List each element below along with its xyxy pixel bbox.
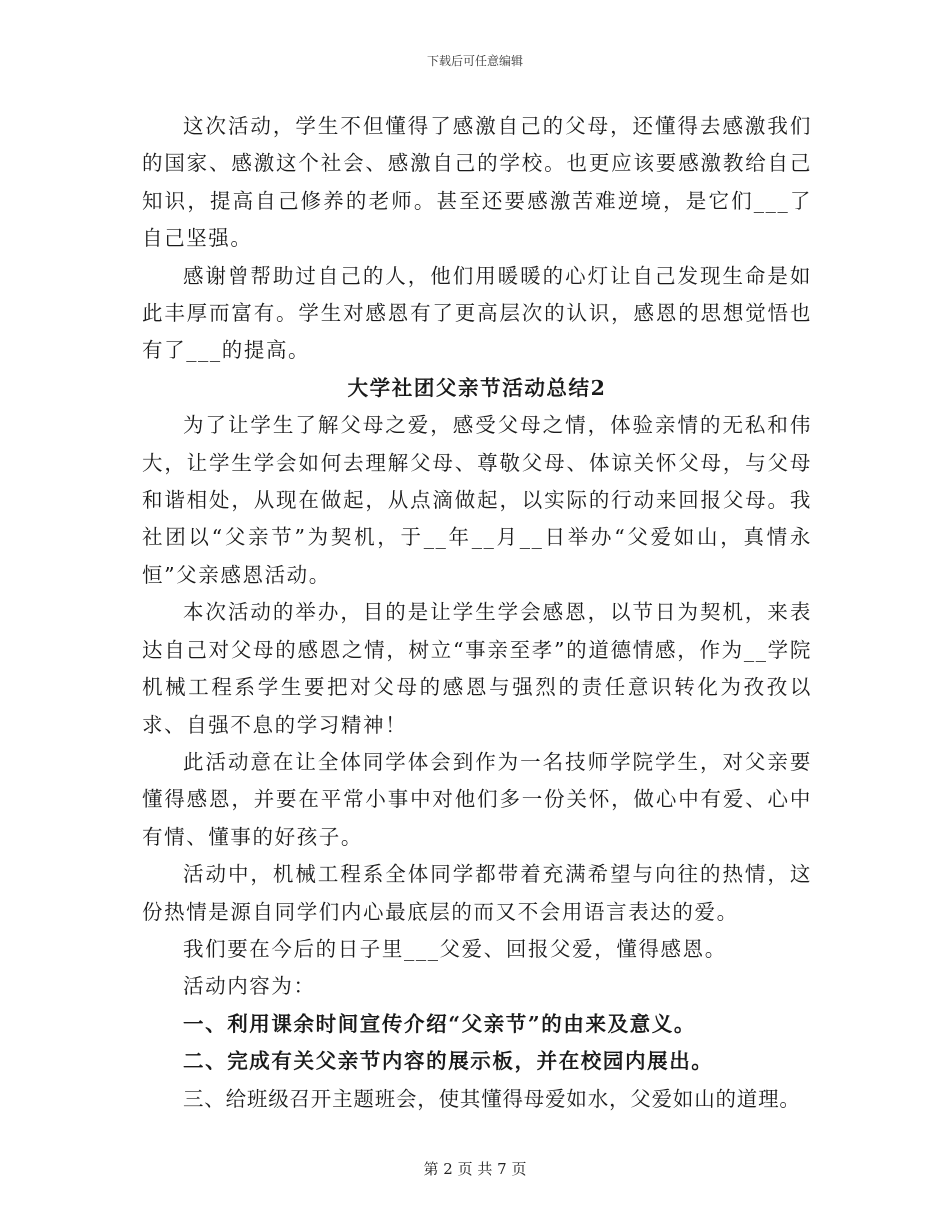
page-header: 下载后可任意编辑 xyxy=(426,54,523,68)
list-item: 三、给班级召开主题班会，使其懂得母爱如水，父爱如山的道理。 xyxy=(183,1086,801,1111)
paragraph: 活动中，机械工程系全体同学都带着充满希望与向往的热情，这份热情是源自同学们内心最底层的而又不会用语言表达的爱。 xyxy=(142,862,812,924)
list-item: 二、完成有关父亲节内容的展示板，并在校园内展出。 xyxy=(183,1049,714,1074)
paragraph: 活动内容为： xyxy=(183,974,316,999)
section-title: 大学社团父亲节活动总结2 xyxy=(347,375,607,400)
paragraph: 本次活动的举办，目的是让学生学会感恩，以节日为契机，来表达自己对父母的感恩之情，树立“事亲至孝”的道德情感，作为__学院机械工程系学生要把对父母的感恩与强烈的责任意识转化为孜孜以求、自强不息的学习精神！ xyxy=(142,600,812,737)
document-body xyxy=(142,108,812,1118)
page-footer: 第 2 页 共 7 页 xyxy=(423,1160,527,1178)
paragraph: 为了让学生了解父母之爱，感受父母之情，体验亲情的无私和伟大，让学生学会如何去理解父母、尊敬父母、体谅关怀父母，与父母和谐相处，从现在做起，从点滴做起，以实际的行动来回报父母。我社团以“父亲节”为契机，于__年__月__日举办“父爱如山，真情永恒”父亲感恩活动。 xyxy=(142,413,812,587)
paragraph: 感谢曾帮助过自己的人，他们用暖暖的心灯让自己发现生命是如此丰厚而富有。学生对感恩有了更高层次的认识，感恩的思想觉悟也有了___的提高。 xyxy=(142,263,812,363)
paragraph: 这次活动，学生不但懂得了感激自己的父母，还懂得去感激我们的国家、感激这个社会、感激自己的学校。也更应该要感激教给自己知识，提高自己修养的老师。甚至还要感激苦难逆境，是它们___了自己坚强。 xyxy=(142,114,812,251)
paragraph: 此活动意在让全体同学体会到作为一名技师学院学生，对父亲要懂得感恩，并要在平常小事中对他们多一份关怀，做心中有爱、心中有情、懂事的好孩子。 xyxy=(142,749,812,849)
list-item: 一、利用课余时间宣传介绍“父亲节”的由来及意义。 xyxy=(183,1011,696,1036)
paragraph: 我们要在今后的日子里___父爱、回报父爱，懂得感恩。 xyxy=(183,936,727,961)
